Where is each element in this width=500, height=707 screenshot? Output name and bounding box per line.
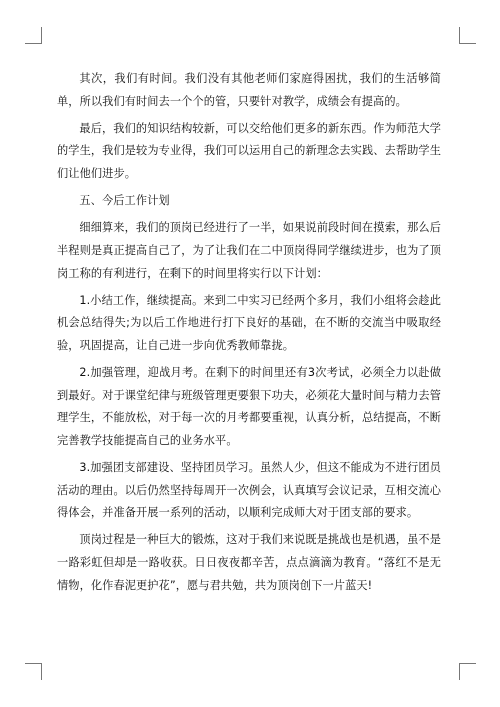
crop-mark-top-left [25, 27, 42, 44]
crop-mark-bottom-left [25, 663, 42, 680]
paragraph-plan-item-1: 1.小结工作，继续提高。来到二中实习已经两个多月，我们小组将会趁此机会总结得失;为以后工作地进行打下良好的基础，在不断的交流当中吸取经验，巩固提高，让自己进一步向优秀教师靠拢。 [57, 293, 441, 352]
crop-mark-bottom-right [459, 663, 476, 680]
document-body [57, 68, 441, 602]
paragraph-plan-intro: 细细算来，我们的顶岗已经进行了一半，如果说前段时间在摸索，那么后半程则是真正提高自己了，为了让我们在二中顶岗得同学继续进步，也为了顶岗工称的有利进行，在剩下的时间里将实行以下计划： [57, 221, 441, 280]
paragraph-plan-item-2: 2.加强管理，迎战月考。在剩下的时间里还有3次考试，必须全力以赴做到最好。对于课堂纪律与班级管理更要狠下功夫，必须花大量时间与精力去管理学生，不能放松，对于每一次的月考都要重视，认真分析，总结提高，不断完善教学技能提高自己的业务水平。 [57, 366, 441, 447]
paragraph-knowledge: 最后，我们的知识结构较新，可以交给他们更多的新东西。作为师范大学的学生，我们是较为专业得，我们可以运用自己的新理念去实践、去帮助学生们让他们进步。 [57, 121, 441, 180]
paragraph-conclusion: 顶岗过程是一种巨大的锻炼，这对于我们来说既是挑战也是机遇，虽不是一路彩虹但却是一路收获。日日夜夜都辛苦，点点滴滴为教育。“落红不是无情物，化作春泥更护花”，愿与君共勉，共为顶岗创下一片蓝天! [57, 533, 441, 592]
section-heading-future-plan: 五、今后工作计划 [79, 194, 170, 208]
crop-mark-top-right [459, 27, 476, 44]
paragraph-time: 其次，我们有时间。我们没有其他老师们家庭得困扰，我们的生活够简单，所以我们有时间去一个个的管，只要针对教学，成绩会有提高的。 [57, 72, 441, 108]
paragraph-plan-item-3: 3.加强团支部建设、坚持团员学习。虽然人少，但这不能成为不进行团员活动的理由。以后仍然坚持每周开一次例会，认真填写会议记录，互相交流心得体会，并准备开展一系列的活动，以顺利完成师大对于团支部的要求。 [57, 461, 441, 520]
